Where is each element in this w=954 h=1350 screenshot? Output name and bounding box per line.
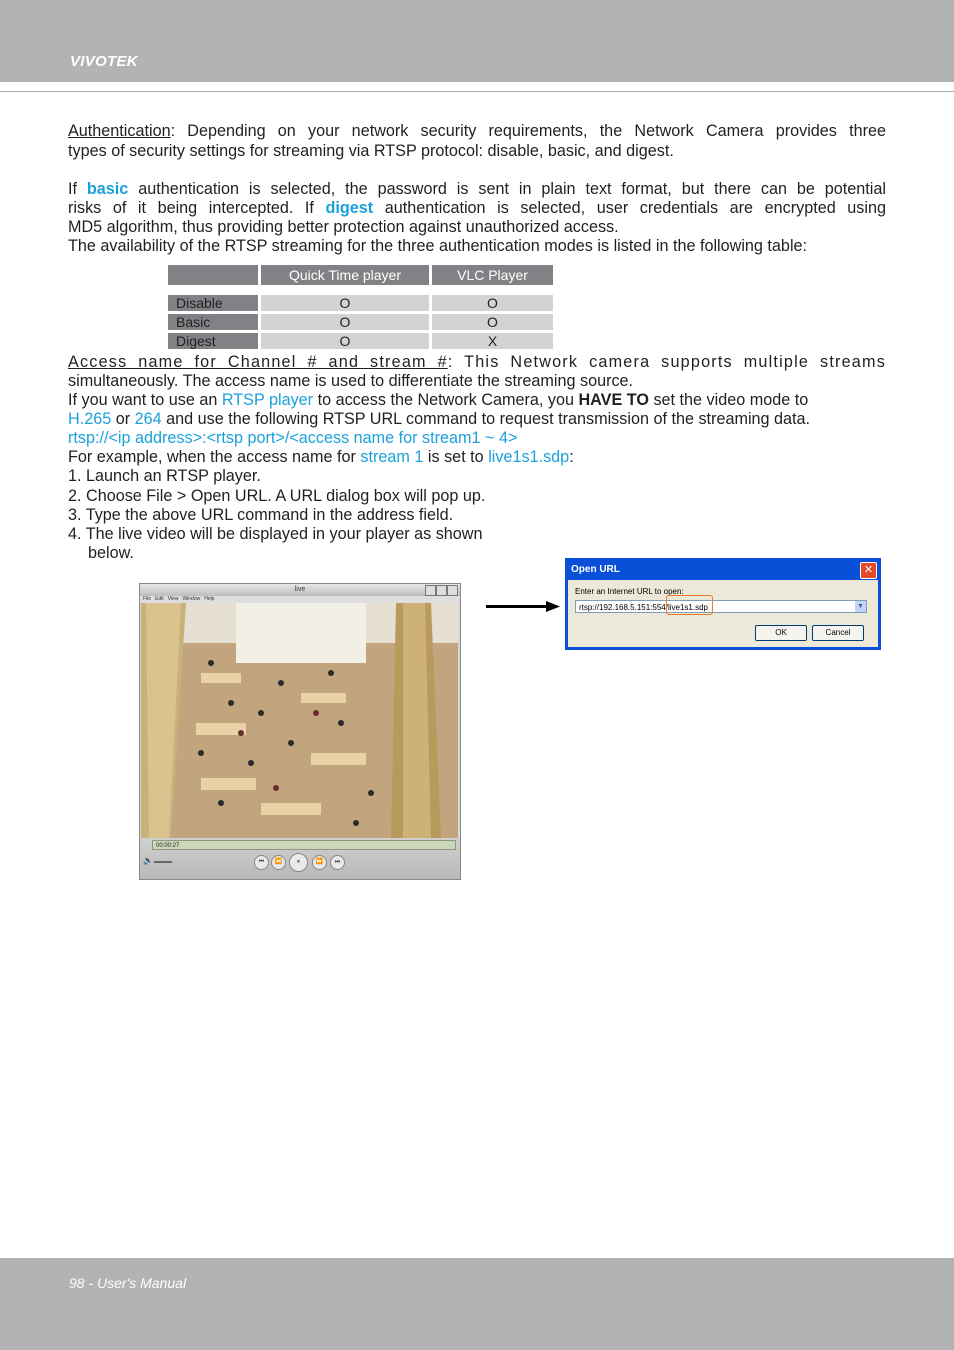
- auth-paragraph-line2: types of security settings for streaming via RTSP protocol: disable, basic, and digest.: [68, 142, 674, 160]
- access-name-term: Access name for Channel # and stream #: [68, 353, 448, 371]
- rtsp-player-link: RTSP player: [221, 391, 314, 409]
- menu-edit[interactable]: Edit: [155, 596, 164, 602]
- auth-text: : Depending on your network security requirements, the Network Camera provides three: [170, 122, 886, 140]
- dialog-close-icon[interactable]: ✕: [860, 562, 877, 579]
- close-icon[interactable]: [447, 585, 458, 596]
- access-name-text: : This Network camera supports multiple streams: [447, 353, 886, 371]
- h264-keyword: 264: [134, 410, 162, 428]
- maximize-icon[interactable]: [436, 585, 447, 596]
- live-sdp-keyword: live1s1.sdp: [488, 448, 570, 466]
- text-segment: to access the Network Camera, you: [313, 391, 579, 409]
- digest-lead: risks of it being intercepted. If: [68, 199, 326, 217]
- cell-basic-vlc: O: [432, 314, 553, 330]
- table-row: [168, 295, 553, 311]
- ok-button[interactable]: OK: [755, 625, 807, 641]
- row-label-digest: Digest: [168, 333, 258, 349]
- table-header-empty: [168, 265, 258, 285]
- url-input[interactable]: [575, 600, 867, 613]
- fast-forward-icon[interactable]: ⏩: [312, 855, 327, 870]
- arrow-right-icon: [486, 601, 560, 612]
- page-header: [0, 0, 954, 82]
- dialog-title: Open URL: [571, 564, 620, 575]
- step-3: 3. Type the above URL command in the address field.: [68, 506, 454, 524]
- volume-icon[interactable]: 🔈: [143, 856, 153, 865]
- table-header-vlc: VLC Player: [432, 265, 553, 285]
- player-time: 00:00:27: [156, 843, 180, 849]
- dialog-titlebar: [568, 558, 878, 580]
- h265-keyword: H.265: [68, 410, 112, 428]
- table-row: [168, 333, 553, 349]
- player-menubar: [140, 596, 460, 603]
- table-header-quicktime: Quick Time player: [261, 265, 429, 285]
- volume-slider[interactable]: [154, 861, 172, 863]
- basic-paragraph-line3: MD5 algorithm, thus providing better protection against unauthorized access.: [68, 218, 619, 236]
- cell-disable-vlc: O: [432, 295, 553, 311]
- minimize-icon[interactable]: [425, 585, 436, 596]
- text-segment: :: [569, 448, 574, 466]
- basic-keyword: basic: [86, 180, 129, 198]
- cell-digest-qt: O: [261, 333, 429, 349]
- cell-basic-qt: O: [261, 314, 429, 330]
- dialog-label: Enter an Internet URL to open:: [575, 587, 684, 596]
- brand-logo: VIVOTEK: [70, 53, 138, 70]
- chevron-down-icon[interactable]: ▼: [855, 601, 866, 612]
- example-line: [68, 448, 886, 467]
- stream1-keyword: stream 1: [360, 448, 424, 466]
- digest-keyword: digest: [325, 199, 374, 217]
- basic-paragraph-line1: [68, 180, 886, 199]
- step-1: 1. Launch an RTSP player.: [68, 467, 261, 485]
- pause-icon[interactable]: ⏸: [289, 853, 308, 872]
- auth-availability-table: [165, 262, 556, 352]
- text-segment: If you want to use an: [68, 391, 222, 409]
- have-to-emphasis: HAVE TO: [578, 391, 649, 409]
- row-label-disable: Disable: [168, 295, 258, 311]
- basic-paragraph-line2: [68, 199, 886, 218]
- skip-back-icon[interactable]: ⏮: [254, 855, 269, 870]
- header-divider: [0, 91, 954, 92]
- highlight-box: [666, 595, 713, 615]
- access-name-line1: [68, 353, 886, 372]
- url-input-value: rtsp://192.168.5.151:554/live1s1.sdp: [579, 603, 708, 612]
- menu-view[interactable]: View: [167, 596, 179, 602]
- video-mode-line: [68, 410, 886, 429]
- skip-forward-icon[interactable]: ⏭: [330, 855, 345, 870]
- basic-text: authentication is selected, the password is sent in plain text format, but there can be potential: [128, 180, 886, 198]
- rewind-icon[interactable]: ⏪: [271, 855, 286, 870]
- player-title: live: [294, 586, 306, 593]
- player-titlebar: [140, 584, 460, 596]
- cell-disable-qt: O: [261, 295, 429, 311]
- menu-file[interactable]: File: [143, 596, 152, 602]
- auth-paragraph-line1: [68, 122, 886, 141]
- player-time-display: [152, 840, 456, 850]
- table-intro: The availability of the RTSP streaming for the three authentication modes is listed in the following table:: [68, 237, 808, 255]
- auth-term: Authentication: [68, 122, 171, 140]
- text-if: If: [68, 180, 87, 198]
- text-segment: and use the following RTSP URL command to request transmission of the streaming data.: [161, 410, 811, 428]
- video-frame: [141, 603, 458, 838]
- text-segment: set the video mode to: [648, 391, 809, 409]
- table-header-row: [168, 265, 553, 285]
- text-segment: or: [111, 410, 135, 428]
- digest-text: authentication is selected, user credentials are encrypted using: [373, 199, 886, 217]
- dialog-body: [568, 580, 878, 647]
- player-controls: [140, 838, 460, 879]
- table-row: [168, 314, 553, 330]
- page-number: 98 - User's Manual: [69, 1275, 187, 1291]
- page-footer: [0, 1258, 954, 1350]
- step-4: 4. The live video will be displayed in your player as shown: [68, 525, 483, 543]
- cancel-button[interactable]: Cancel: [812, 625, 864, 641]
- rtsp-url-template: rtsp://<ip address>:<rtsp port>/<access name for stream1 ~ 4>: [68, 429, 518, 447]
- row-label-basic: Basic: [168, 314, 258, 330]
- store-scene-image: [141, 603, 458, 838]
- step-2: 2. Choose File > Open URL. A URL dialog box will pop up.: [68, 487, 486, 505]
- text-segment: is set to: [423, 448, 489, 466]
- menu-help[interactable]: Help: [204, 596, 215, 602]
- menu-window[interactable]: Window: [182, 596, 201, 602]
- quicktime-player-window: [139, 583, 461, 880]
- open-url-dialog: [565, 558, 881, 650]
- step-4-cont: below.: [88, 544, 134, 562]
- rtsp-player-line: [68, 391, 886, 410]
- cell-digest-vlc: X: [432, 333, 553, 349]
- text-segment: For example, when the access name for: [68, 448, 361, 466]
- access-name-line2: simultaneously. The access name is used to differentiate the streaming source.: [68, 372, 634, 390]
